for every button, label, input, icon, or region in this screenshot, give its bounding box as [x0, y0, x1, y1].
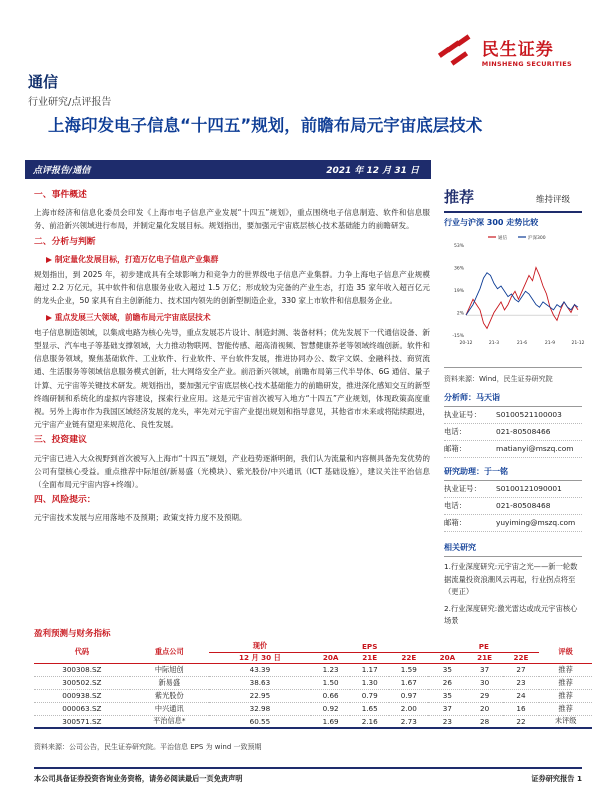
table-cell: 2.16	[350, 715, 389, 728]
subcol-eps-22e: 22E	[389, 652, 428, 663]
assistant-row[interactable]: 邮箱： yuyiming@mszq.com	[444, 515, 582, 532]
table-cell: 推荐	[539, 676, 592, 689]
table-cell: 推荐	[539, 702, 592, 715]
x-tick-label: 21-3	[488, 341, 500, 346]
table-cell: 28	[466, 715, 502, 728]
table-row	[34, 676, 592, 689]
sidebar	[444, 186, 585, 628]
rating-value: 推荐	[444, 188, 475, 206]
table-cell: 1.69	[311, 715, 350, 728]
chart-title: 行业与沪深 300 走势比较	[444, 218, 539, 227]
table-cell: 000938.SZ	[34, 689, 130, 702]
y-tick-label: -15%	[452, 334, 464, 339]
page-footer	[34, 767, 582, 784]
analyst-info	[444, 407, 582, 458]
table-note: 资料来源：公司公告，民生证券研究院。平治信息 EPS 为 wind 一致预期	[34, 743, 262, 751]
rating-note: 维持评级	[535, 195, 570, 205]
rating-block	[444, 186, 582, 213]
table-cell: 1.50	[311, 676, 350, 689]
col-pe: PE	[428, 641, 539, 652]
subsection-paragraph-2b: 电子信息制造领域，以集成电路为核心先导，重点发展芯片设计、制造封测、装备材料；优先发展下一代通信设备、新型显示、汽车电子等基础支撑领域，大力推动物联网、智能传感、超高清视频、智慧健康养老等领域终端创新。软件和信息服务领域，聚焦基础软件、工业软件、行业软件、平台软件发展，推进协同办公、数字文娱、金融科技、商贸流通、生活服务等领域信息服务模式创新，壮大网络安全产业。前沿新兴领域，前瞻布局第三代半导体、6G 通信、量子计算、元宇宙等关键技术研发。规划指出，要加强元宇宙底层核心技术基础能力的前瞻研发，推进深化感知交互的新型终端研制和系统化的虚拟内容建设，探索行业应用。这是元宇宙首次被写入地方“十四五”产业规划，体现政策高度重视。另外上海市作为我国区域经济发展的龙头，率先对元宇宙产业提出规划和指导意见，其他省市未来或将陆续跟进，元宇宙产业链有望迎来规范化、良性发展。	[34, 327, 430, 430]
related-research-item[interactable]: 1.行业深度研究:元宇宙之光——新一轮数据流量投资浪潮风云再起，行业拐点将至（更正）	[444, 562, 578, 596]
table-cell: 22	[503, 715, 539, 728]
assistant-row: 电话： 021-80508468	[444, 498, 582, 515]
subsection-paragraph-2a: 规划指出，到 2025 年，初步建成具有全球影响力和竞争力的世界级电子信息产业集群。力争上海电子信息产业规模超过 2.2 万亿元，其中软件和信息服务业收入超过 1.5 万亿；形成较为完备的产业生态，打造 35 家年收入超百亿元的龙头企业，50 家具有自主创新能力、技术国内领先的创新型制造企业，330 家上市软件和信息服务企业。	[34, 270, 430, 306]
analyst-title: 分析师：马天诣	[444, 392, 582, 407]
table-cell: 22.95	[209, 689, 311, 702]
legend-label: 通信	[498, 236, 507, 241]
table-cell: 23	[428, 715, 466, 728]
legend-label: 沪深300	[528, 236, 546, 241]
section-paragraph-3: 元宇宙已进入大众视野到首次被写入上海市“十四五”规划，产业趋势逐渐明朗，我们认为流量和内容侧具备先发优势的公司有望核心受益。重点推荐中际旭创/新易盛（光模块）、紫光股份/中兴通讯（ICT 基础设施），建议关注平治信息（全面布局元宇宙内容+终端）。	[34, 453, 430, 490]
y-tick-label: 19%	[453, 289, 464, 294]
table-cell: 1.65	[350, 702, 389, 715]
table-cell: 35	[428, 689, 466, 702]
table-cell: 000063.SZ	[34, 702, 130, 715]
table-cell: 0.66	[311, 689, 350, 702]
subsection-title-2a: ▶ 制定量化发展目标，打造万亿电子信息产业集群	[46, 254, 219, 264]
related-research-title: 相关研究	[444, 542, 582, 557]
table-cell: 35	[428, 663, 466, 676]
x-tick-label: 21-6	[516, 341, 528, 346]
col-code: 代码	[34, 641, 130, 663]
assistant-title: 研究助理：于一铭	[444, 466, 582, 481]
subcol-eps-21e: 21E	[350, 652, 389, 663]
table-cell: 30	[466, 676, 502, 689]
subcol-date: 12 月 30 日	[209, 652, 311, 663]
chart-source: 资料来源：Wind，民生证券研究院	[444, 367, 582, 384]
section-title-2: 二、分析与判断	[34, 236, 96, 247]
analyst-row: 电话： 021-80508466	[444, 424, 582, 441]
y-tick-label: 36%	[453, 266, 464, 272]
table-row	[34, 663, 592, 676]
table-cell: 37	[466, 663, 502, 676]
table-title: 盈利预测与财务指标	[34, 629, 111, 639]
table-cell: 1.17	[350, 663, 389, 676]
related-research-item[interactable]: 2.行业深度研究:激光雷达或成元宇宙核心场景	[444, 603, 578, 625]
x-tick-label: 20-12	[459, 341, 473, 346]
table-cell: 推荐	[539, 689, 592, 702]
section-title-4: 四、风险提示：	[34, 495, 96, 506]
table-cell: 24	[503, 689, 539, 702]
table-cell: 0.79	[350, 689, 389, 702]
footer-disclaimer: 本公司具备证券投资咨询业务资格，请务必阅读最后一页免责声明	[34, 774, 243, 783]
table-cell: 29	[466, 689, 502, 702]
report-type-bar	[25, 160, 431, 179]
table-cell: 26	[428, 676, 466, 689]
col-company: 重点公司	[130, 641, 209, 663]
table-cell: 300502.SZ	[34, 676, 130, 689]
table-cell: 23	[503, 676, 539, 689]
table-cell: 300308.SZ	[34, 663, 130, 676]
section-title-3: 三、投资建议	[34, 435, 87, 446]
y-tick-label: 2%	[456, 311, 464, 317]
footer-page: 证券研究报告 1	[531, 774, 582, 783]
subcol-pe-20a: 20A	[428, 652, 466, 663]
table-cell: 1.59	[389, 663, 428, 676]
table-cell: 新易盛	[130, 676, 209, 689]
logo-text-en: MINSHENG SECURITIES	[481, 59, 572, 68]
table-cell: 20	[466, 702, 502, 715]
table-row	[34, 689, 592, 702]
col-rating: 评级	[539, 641, 592, 663]
table-cell: 0.92	[311, 702, 350, 715]
table-header-row	[34, 641, 592, 652]
table-cell: 推荐	[539, 663, 592, 676]
trend-chart-svg	[444, 231, 585, 351]
col-price: 现价	[209, 641, 311, 652]
section-paragraph-4: 元宇宙技术发展与应用落地不及预期；政策支持力度不及预期。	[34, 513, 247, 523]
report-category: 行业研究/点评报告	[28, 97, 112, 108]
x-tick-label: 21-12	[571, 341, 585, 346]
table-cell: 43.39	[209, 663, 311, 676]
table-cell: 60.55	[209, 715, 311, 728]
minsheng-logo-icon	[436, 34, 476, 68]
report-date: 2021 年 12 月 31 日	[326, 166, 419, 176]
table-cell: 1.23	[311, 663, 350, 676]
table-cell: 中际旭创	[130, 663, 209, 676]
table-row	[34, 715, 592, 728]
y-tick-label: 53%	[453, 244, 464, 249]
table-cell: 1.30	[350, 676, 389, 689]
subcol-eps-20a: 20A	[311, 652, 350, 663]
col-eps: EPS	[311, 641, 428, 652]
table-cell: 中兴通讯	[130, 702, 209, 715]
table-cell: 27	[503, 663, 539, 676]
table-cell: 32.98	[209, 702, 311, 715]
table-cell: 紫光股份	[130, 689, 209, 702]
main-content	[34, 186, 430, 528]
report-type: 点评报告/通信	[33, 166, 91, 176]
table-cell: 38.63	[209, 676, 311, 689]
financial-table	[34, 641, 592, 729]
table-cell: 300571.SZ	[34, 715, 130, 728]
table-cell: 1.67	[389, 676, 428, 689]
section-paragraph-1: 上海市经济和信息化委员会印发《上海市电子信息产业发展“十四五”规划》，重点围绕电子信息制造、软件和信息服务、前沿新兴领域进行布局，并制定量化发展目标。规划指出，要加强元宇宙底层核心技术基础能力的前瞻研发。	[34, 208, 430, 231]
table-cell: 2.73	[389, 715, 428, 728]
subcol-pe-22e: 22E	[503, 652, 539, 663]
table-row	[34, 702, 592, 715]
analyst-row: 执业证号： S0100521100003	[444, 407, 582, 424]
logo-text-cn: 民生证券	[481, 39, 554, 60]
series-line	[466, 268, 578, 329]
x-tick-label: 21-9	[544, 341, 556, 346]
report-title: 上海印发电子信息“十四五”规划，前瞻布局元宇宙底层技术	[48, 116, 483, 135]
table-cell: 0.97	[389, 689, 428, 702]
table-cell: 未评级	[539, 715, 592, 728]
assistant-info	[444, 481, 582, 532]
table-cell: 2.00	[389, 702, 428, 715]
company-logo	[436, 34, 572, 68]
subcol-pe-21e: 21E	[466, 652, 502, 663]
table-cell: 16	[503, 702, 539, 715]
table-cell: 平治信息*	[130, 715, 209, 728]
analyst-row[interactable]: 邮箱： matianyi@mszq.com	[444, 441, 582, 458]
sector-label: 通信	[28, 73, 59, 91]
trend-chart	[444, 231, 585, 355]
table-cell: 37	[428, 702, 466, 715]
subsection-title-2b: ▶ 重点发展三大领域，前瞻布局元宇宙底层技术	[46, 312, 211, 322]
section-title-1: 一、事件概述	[34, 190, 87, 200]
assistant-row: 执业证号： S0100121090001	[444, 481, 582, 498]
